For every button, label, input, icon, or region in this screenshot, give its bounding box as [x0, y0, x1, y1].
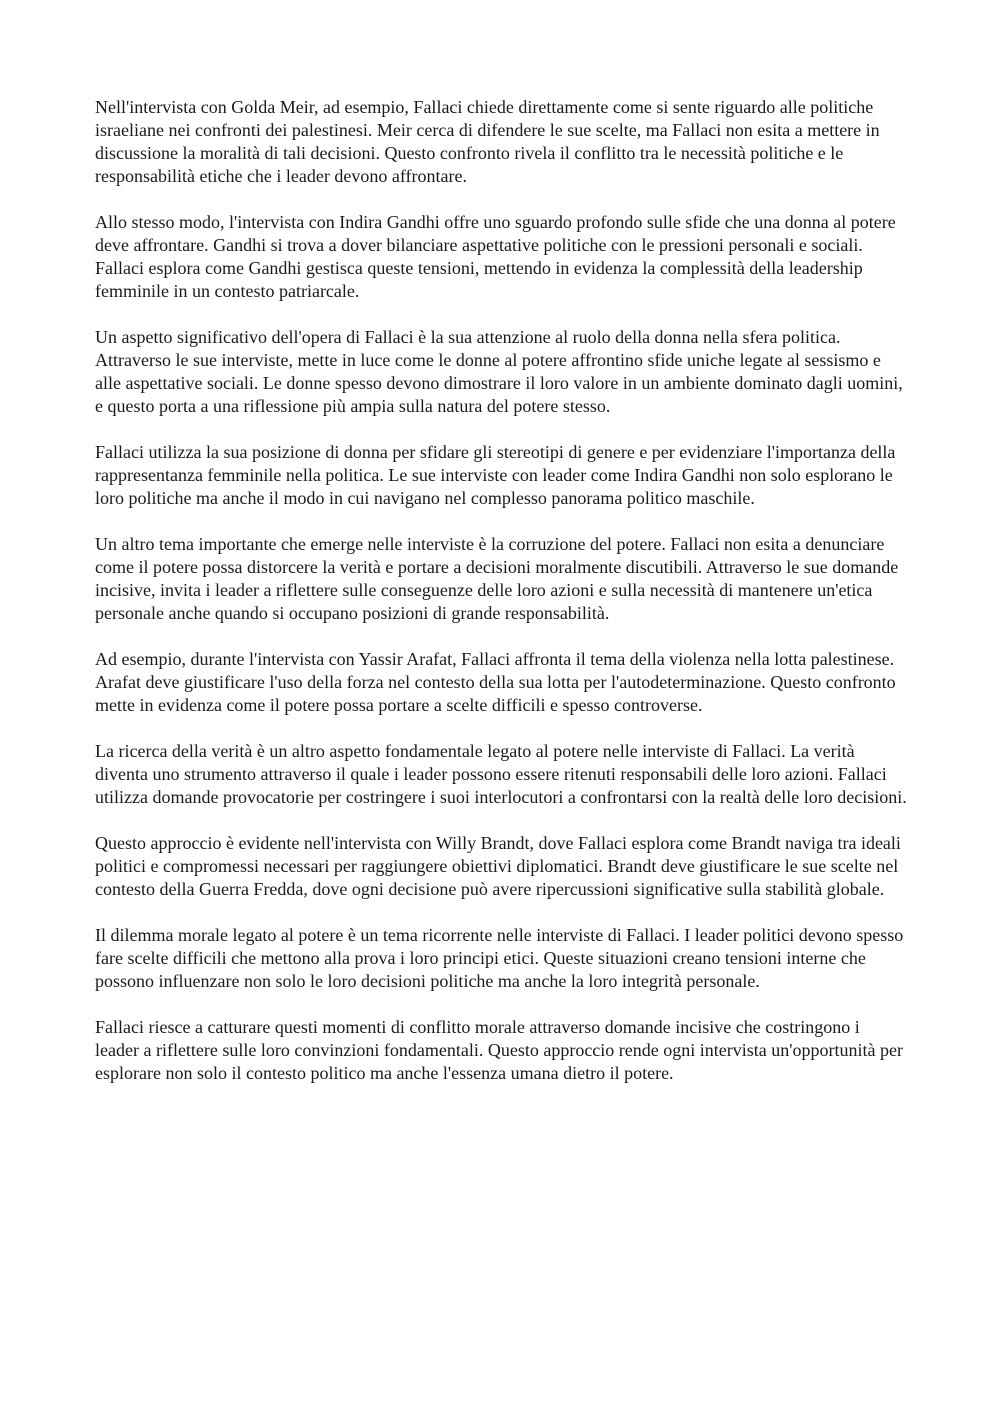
paragraph: Il dilemma morale legato al potere è un tema ricorrente nelle interviste di Fallaci. I leader politici devono spesso fare scelte difficili che mettono alla prova i loro principi etici. Queste situazioni creano tensioni interne che possono influenzare non solo le loro decisioni politiche ma anche la loro integrità personale. — [95, 925, 904, 991]
document-body — [95, 96, 907, 1108]
paragraph: Un aspetto significativo dell'opera di Fallaci è la sua attenzione al ruolo della donna nella sfera politica. Attraverso le sue interviste, mette in luce come le donne al potere affrontino sfide uniche legate al sessismo e alle aspettative sociali. Le donne spesso devono dimostrare il loro valore in un ambiente dominato dagli uomini, e questo porta a una riflessione più ampia sulla natura del potere stesso. — [95, 327, 903, 416]
paragraph: Fallaci riesce a catturare questi momenti di conflitto morale attraverso domande incisive che costringono i leader a riflettere sulle loro convinzioni fondamentali. Questo approccio rende ogni intervista un'opportunità per esplorare non solo il contesto politico ma anche l'essenza umana dietro il potere. — [95, 1017, 903, 1083]
paragraph: Allo stesso modo, l'intervista con Indira Gandhi offre uno sguardo profondo sulle sfide che una donna al potere deve affrontare. Gandhi si trova a dover bilanciare aspettative politiche con le pressioni personali e sociali. Fallaci esplora come Gandhi gestisca queste tensioni, mettendo in evidenza la complessità della leadership femminile in un contesto patriarcale. — [95, 212, 896, 301]
paragraph: Questo approccio è evidente nell'intervista con Willy Brandt, dove Fallaci esplora come Brandt naviga tra ideali politici e compromessi necessari per raggiungere obiettivi diplomatici. Brandt deve giustificare le sue scelte nel contesto della Guerra Fredda, dove ogni decisione può avere ripercussioni significative sulla stabilità globale. — [95, 833, 901, 899]
paragraph: Un altro tema importante che emerge nelle interviste è la corruzione del potere. Fallaci non esita a denunciare come il potere possa distorcere la verità e portare a decisioni moralmente discutibili. Attraverso le sue domande incisive, invita i leader a riflettere sulle conseguenze delle loro azioni e sulla necessità di mantenere un'etica personale anche quando si occupano posizioni di grande responsabilità. — [95, 534, 899, 623]
paragraph: Ad esempio, durante l'intervista con Yassir Arafat, Fallaci affronta il tema della violenza nella lotta palestinese. Arafat deve giustificare l'uso della forza nel contesto della sua lotta per l'autodeterminazione. Questo confronto mette in evidenza come il potere possa portare a scelte difficili e spesso controverse. — [95, 649, 896, 715]
paragraph: Fallaci utilizza la sua posizione di donna per sfidare gli stereotipi di genere e per evidenziare l'importanza della rappresentanza femminile nella politica. Le sue interviste con leader come Indira Gandhi non solo esplorano le loro politiche ma anche il modo in cui navigano nel complesso panorama politico maschile. — [95, 442, 896, 508]
paragraph: La ricerca della verità è un altro aspetto fondamentale legato al potere nelle interviste di Fallaci. La verità diventa uno strumento attraverso il quale i leader possono essere ritenuti responsabili delle loro azioni. Fallaci utilizza domande provocatorie per costringere i suoi interlocutori a confrontarsi con la realtà delle loro decisioni. — [95, 741, 907, 807]
paragraph: Nell'intervista con Golda Meir, ad esempio, Fallaci chiede direttamente come si sente riguardo alle politiche israeliane nei confronti dei palestinesi. Meir cerca di difendere le sue scelte, ma Fallaci non esita a mettere in discussione la moralità di tali decisioni. Questo confronto rivela il conflitto tra le necessità politiche e le responsabilità etiche che i leader devono affrontare. — [95, 97, 880, 186]
